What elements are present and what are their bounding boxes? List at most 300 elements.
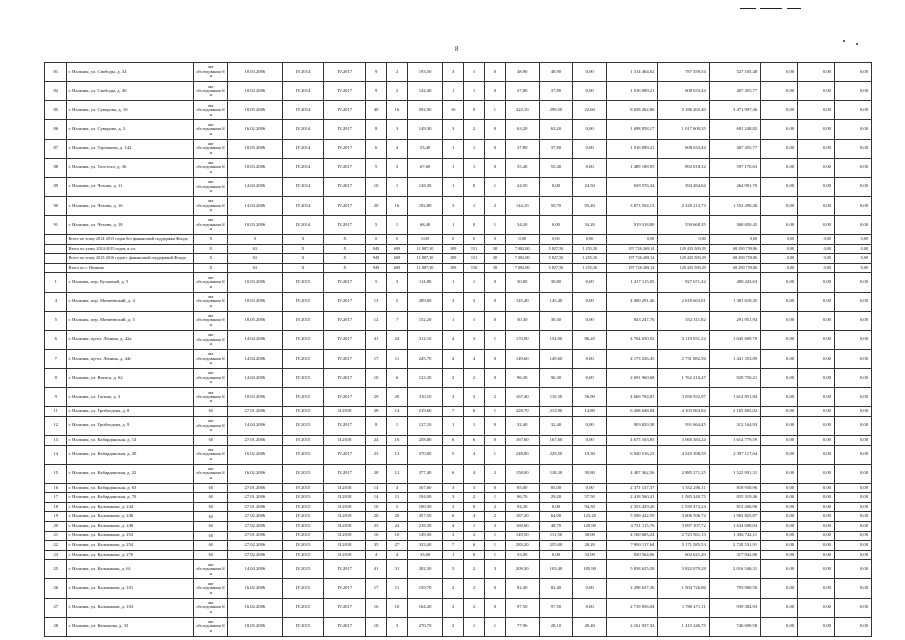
table-row (45, 493, 872, 503)
cell-relocation-area-municipal: 34,20 (573, 216, 607, 235)
cell-relocation-area-private: 50,70 (539, 196, 573, 215)
cell-apartments-private: 6 (464, 407, 485, 417)
cell-relocation-area: 63,20 (505, 120, 539, 139)
cell-relocation-area-municipal: 28,20 (573, 541, 607, 551)
cell-basis-document: X (194, 244, 228, 254)
cell-basis-document: 60 (194, 550, 228, 560)
cell-planned-end: II.2018 (324, 522, 366, 532)
cell-planned-end: IV.2017 (324, 101, 366, 120)
cell-cost-fund: 1 780 471,11 (658, 598, 709, 617)
cell-cost-regional: 2 165 605,02 (709, 407, 760, 417)
cell-cost-other: 0,00 (798, 560, 835, 579)
cell-cost-regional: 2 016 546,31 (709, 560, 760, 579)
cell-residents: 12 (366, 311, 387, 330)
cell-residents: 10 (366, 369, 387, 388)
cell-row-number: 27 (45, 598, 67, 617)
cell-residents: 5 (366, 216, 387, 235)
cell-cost-fund: 129 435 509,29 (658, 244, 709, 254)
cell-relocation-area: 32,40 (505, 416, 539, 435)
cell-relocation-area-municipal: 0,00 (573, 120, 607, 139)
cell-planned-start: IV.2015 (282, 598, 324, 617)
cell-apartments-municipal: 0 (484, 292, 505, 311)
cell-relocation-area: 149,50 (505, 531, 539, 541)
cell-residents: 24 (366, 435, 387, 445)
cell-basis-document: акт обследования б/н (194, 216, 228, 235)
cell-planned-end: IV.2017 (324, 120, 366, 139)
cell-relocation-area: 167,60 (505, 435, 539, 445)
cell-relocation-area-municipal: 0,00 (573, 416, 607, 435)
cell-residents-relocated: 10 (387, 598, 408, 617)
cell-planned-start: IV.2015 (282, 435, 324, 445)
cell-planned-end: IV.2017 (324, 311, 366, 330)
scan-dot (856, 43, 858, 45)
cell-cost-local: 0,00 (761, 416, 798, 435)
cell-apartments-municipal: 1 (484, 216, 505, 235)
cell-cost-extra: 0,00 (834, 158, 871, 177)
cell-address: г. Нальчик, ул. Чехова, д. 16 (67, 196, 194, 215)
cell-planned-end: IV.2017 (324, 216, 366, 235)
cell-cost-extra: 0,00 (834, 464, 871, 483)
cell-basis-date: 14.04.2006 (228, 560, 283, 579)
cell-cost-local: 0,00 (761, 101, 798, 120)
cell-cost-local: 0,00 (761, 216, 798, 235)
cell-basis-date: 18.05.2006 (228, 617, 283, 636)
cell-cost-fund: 1 762 210,47 (658, 369, 709, 388)
cell-relocation-area-private: 0,00 (539, 550, 573, 560)
cell-relocation-area-private: 37,80 (539, 82, 573, 101)
cell-address: Итого по этапу 2014-2015 годов, в т.ч. (67, 244, 194, 254)
cell-residents-relocated: 6 (387, 369, 408, 388)
cell-apartments-private: 9 (464, 101, 485, 120)
cell-cost-regional: 1 902 825,87 (709, 512, 760, 522)
cell-cost-other: 0,00 (798, 617, 835, 636)
cell-planned-end: X (324, 235, 366, 245)
cell-area-total: 167,60 (407, 483, 442, 493)
cell-address: г. Нальчик, ул. Свободы, д. 34 (67, 63, 194, 82)
cell-cost-other: 0,00 (798, 311, 835, 330)
cell-residents-relocated: 24 (387, 522, 408, 532)
cell-relocation-area-private: 5 827,50 (539, 254, 573, 264)
cell-cost-other: 0,00 (798, 158, 835, 177)
cell-residents: 28 (366, 464, 387, 483)
cell-cost-total: 4 407 362,56 (607, 464, 658, 483)
cell-basis-document: акт обследования б/н (194, 273, 228, 292)
cell-cost-extra: 0,00 (834, 120, 871, 139)
cell-planned-start: IV.2015 (282, 502, 324, 512)
cell-cost-extra: 0,00 (834, 579, 871, 598)
table-row (45, 158, 872, 177)
cell-residents: 14 (366, 483, 387, 493)
cell-basis-date: 63 (228, 263, 283, 273)
cell-apartments-private: 0 (464, 550, 485, 560)
cell-relocation-area-municipal: 0,00 (573, 63, 607, 82)
table-row (45, 177, 872, 196)
cell-cost-extra: 0,00 (834, 82, 871, 101)
cell-basis-document: акт обследования б/н (194, 560, 228, 579)
cell-cost-extra: 0,00 (834, 531, 871, 541)
cell-area-total: 310,10 (407, 388, 442, 407)
cell-area-total: 149,30 (407, 531, 442, 541)
table-row (45, 531, 872, 541)
cell-apartments-municipal: 0 (484, 435, 505, 445)
cell-residents: 9 (366, 82, 387, 101)
cell-cost-other: 0,00 (798, 101, 835, 120)
cell-relocation-area-municipal: 0,00 (573, 435, 607, 445)
cell-residents-relocated: 609 (387, 254, 408, 264)
cell-cost-regional: 1 553 290,40 (709, 196, 760, 215)
cell-apartments: 2 (443, 369, 464, 388)
scan-dot (843, 40, 845, 42)
cell-cost-local: 0,00 (761, 349, 798, 368)
cell-area-total: 127,10 (407, 416, 442, 435)
cell-planned-start: IV.2015 (282, 512, 324, 522)
cell-cost-fund: 927 671,42 (658, 273, 709, 292)
cell-relocation-area-municipal: 0,00 (573, 273, 607, 292)
cell-relocation-area-private: 0,00 (539, 177, 573, 196)
cell-address: г. Нальчик, ул. Калмыкова, д. 244 (67, 502, 194, 512)
cell-apartments-private: 2 (464, 369, 485, 388)
cell-cost-total: 5 509 422,59 (607, 512, 658, 522)
cell-relocation-area-private: 48,70 (539, 522, 573, 532)
cell-apartments: 7 (443, 407, 464, 417)
cell-cost-extra: 0,00 (834, 273, 871, 292)
cell-cost-regional: 0,00 (709, 235, 760, 245)
cell-address: г. Нальчик, ул. Кабардинская, д. 63 (67, 483, 194, 493)
cell-basis-date: 14.04.2006 (228, 330, 283, 349)
cell-row-number (45, 235, 67, 245)
cell-apartments-municipal: 1 (484, 407, 505, 417)
cell-relocation-area-municipal: 0,00 (573, 158, 607, 177)
table-row (45, 369, 872, 388)
cell-relocation-area: 167,40 (505, 388, 539, 407)
cell-basis-date: 16.02.2006 (228, 579, 283, 598)
table-row (45, 139, 872, 158)
cell-cost-other: 0,00 (798, 407, 835, 417)
cell-apartments: 1 (443, 139, 464, 158)
cell-cost-fund: 394 484,64 (658, 177, 709, 196)
cell-residents: 949 (366, 244, 387, 254)
cell-planned-end: IV.2017 (324, 464, 366, 483)
cell-apartments-private: 6 (464, 541, 485, 551)
cell-area-total: 245,70 (407, 349, 442, 368)
table-row (45, 579, 872, 598)
table-row (45, 435, 872, 445)
cell-relocation-area-municipal: 0,00 (573, 349, 607, 368)
cell-basis-date: 10.03.2006 (228, 158, 283, 177)
cell-planned-end: IV.2017 (324, 349, 366, 368)
cell-cost-fund: 2 723 561,13 (658, 531, 709, 541)
cell-residents-relocated: 3 (387, 120, 408, 139)
cell-basis-document: 60 (194, 483, 228, 493)
cell-residents: 949 (366, 263, 387, 273)
cell-address: г. Нальчик, ул. Калмыкова, д. 61 (67, 560, 194, 579)
cell-apartments: 1 (443, 311, 464, 330)
cell-apartments-municipal: 0 (484, 483, 505, 493)
cell-residents-relocated: 4 (387, 139, 408, 158)
cell-address: г. Нальчик, ул. Грибоедова, д. 8 (67, 407, 194, 417)
cell-planned-start: IV.2015 (282, 579, 324, 598)
cell-area-total: 357,50 (407, 512, 442, 522)
cell-basis-date: 14.04.2006 (228, 416, 283, 435)
cell-relocation-area: 33,00 (505, 550, 539, 560)
cell-apartments-private: 2 (464, 493, 485, 503)
cell-relocation-area: 145,40 (505, 292, 539, 311)
cell-relocation-area-private: 96,30 (539, 369, 573, 388)
cell-address: г. Нальчик, ул. Калмыкова, д. 254 (67, 541, 194, 551)
table-row (45, 550, 872, 560)
cell-relocation-area: 228,70 (505, 407, 539, 417)
cell-relocation-area: 94,30 (505, 502, 539, 512)
cell-cost-extra: 0,00 (834, 349, 871, 368)
cell-cost-fund: 3 822 079,28 (658, 560, 709, 579)
cell-basis-document: акт обследования б/н (194, 388, 228, 407)
cell-cost-local: 0,00 (761, 435, 798, 445)
cell-cost-local: 0,00 (761, 82, 798, 101)
cell-residents: 40 (366, 101, 387, 120)
cell-relocation-area: 209,30 (505, 560, 539, 579)
cell-cost-other: 0,00 (798, 254, 835, 264)
cell-relocation-area-private: 111,50 (539, 531, 573, 541)
cell-cost-extra: 0,00 (834, 522, 871, 532)
cell-relocation-area-municipal: 123,20 (573, 512, 607, 522)
cell-basis-document: 60 (194, 512, 228, 522)
cell-residents: 10 (366, 502, 387, 512)
cell-row-number: 90 (45, 196, 67, 215)
cell-cost-total: 1 489 188,95 (607, 158, 658, 177)
cell-area-total: 67,60 (407, 158, 442, 177)
cell-planned-end: IV.2017 (324, 196, 366, 215)
cell-apartments-municipal: 0 (484, 235, 505, 245)
cell-row-number: 88 (45, 158, 67, 177)
cell-relocation-area-private: 255,00 (539, 541, 573, 551)
cell-cost-extra: 0,00 (834, 330, 871, 349)
cell-residents-relocated: 4 (387, 550, 408, 560)
cell-area-total: 312,10 (407, 330, 442, 349)
cell-apartments: 2 (443, 617, 464, 636)
cell-address: г. Нальчик, ул. Калмыкова, д. 101 (67, 579, 194, 598)
cell-relocation-area-municipal: 0,00 (573, 235, 607, 245)
cell-relocation-area-private: 85,00 (539, 483, 573, 493)
cell-cost-total: 4 669 784,81 (607, 388, 658, 407)
cell-relocation-area-municipal: 0,00 (573, 369, 607, 388)
cell-cost-regional: 291 951,94 (709, 311, 760, 330)
cell-apartments-private: 1 (464, 273, 485, 292)
cell-address: г. Нальчик, ул. Кабардинская, д. 14 (67, 435, 194, 445)
cell-basis-document: акт обследования б/н (194, 139, 228, 158)
cell-cost-total: 843 247,76 (607, 311, 658, 330)
cell-relocation-area: 37,80 (505, 82, 539, 101)
cell-planned-end: X (324, 254, 366, 264)
cell-basis-date: 18.05.2006 (228, 101, 283, 120)
cell-cost-regional: 407 455,77 (709, 139, 760, 158)
cell-area-total: 53,40 (407, 139, 442, 158)
cell-planned-end: IV.2017 (324, 139, 366, 158)
cell-apartments: 3 (443, 292, 464, 311)
table-row (45, 445, 872, 464)
cell-row-number: 23 (45, 550, 67, 560)
cell-residents: 20 (366, 512, 387, 522)
cell-address: Всего по этапу 2015-2016 годов с финансовой поддержкой Фонда (67, 254, 194, 264)
cell-cost-fund: 1 539 472,24 (658, 502, 709, 512)
cell-cost-total: 0,00 (607, 235, 658, 245)
cell-residents-relocated: 13 (387, 445, 408, 464)
cell-relocation-area-municipal: 14,80 (573, 407, 607, 417)
cell-cost-local: 0,00 (761, 445, 798, 464)
cell-planned-start: IV.2014 (282, 196, 324, 215)
cell-basis-document: X (194, 235, 228, 245)
cell-cost-total: 2 161 937,33 (607, 617, 658, 636)
cell-cost-fund: 787 359,54 (658, 63, 709, 82)
cell-apartments: 6 (443, 512, 464, 522)
cell-apartments-municipal: 1 (484, 550, 505, 560)
cell-apartments: 5 (443, 445, 464, 464)
cell-residents-relocated: 16 (387, 435, 408, 445)
cell-residents-relocated: 3 (387, 273, 408, 292)
cell-planned-start: IV.2015 (282, 550, 324, 560)
cell-cost-fund: 1 415 246,75 (658, 617, 709, 636)
cell-cost-total: 2 719 856,04 (607, 598, 658, 617)
cell-relocation-area-municipal: 24,50 (573, 177, 607, 196)
cell-relocation-area: 7 082,80 (505, 244, 539, 254)
cell-relocation-area-municipal: 0,00 (573, 483, 607, 493)
cell-planned-end: II.2018 (324, 407, 366, 417)
cell-area-total: 182,80 (407, 196, 442, 215)
cell-apartments-private: 0 (464, 177, 485, 196)
cell-cost-regional: 939 384,93 (709, 598, 760, 617)
cell-row-number: 26 (45, 579, 67, 598)
cell-relocation-area: 7 082,80 (505, 254, 539, 264)
cell-basis-document: 60 (194, 502, 228, 512)
cell-row-number: 81 (45, 63, 67, 82)
cell-cost-fund: 4 543 398,59 (658, 445, 709, 464)
cell-cost-fund: 1 017 609,35 (658, 120, 709, 139)
cell-residents-relocated: 16 (387, 101, 408, 120)
cell-apartments-municipal: 38 (484, 244, 505, 254)
cell-relocation-area-private: 118,20 (539, 464, 573, 483)
cell-planned-end: IV.2017 (324, 63, 366, 82)
cell-cost-other: 0,00 (798, 349, 835, 368)
cell-planned-start: IV.2015 (282, 273, 324, 292)
cell-cost-total: 2 418 560,21 (607, 493, 658, 503)
cell-residents: 29 (366, 388, 387, 407)
cell-cost-local: 0,00 (761, 493, 798, 503)
cell-planned-end: IV.2017 (324, 560, 366, 579)
cell-residents-relocated: 16 (387, 196, 408, 215)
cell-address: г. Нальчик, ул. Гагина, д. 3 (67, 388, 194, 407)
cell-cost-extra: 0,00 (834, 407, 871, 417)
cell-planned-start: IV.2014 (282, 120, 324, 139)
cell-cost-fund: 3 097 107,72 (658, 522, 709, 532)
registry-table-sheet (44, 62, 872, 636)
cell-cost-extra: 0,00 (834, 196, 871, 215)
cell-apartments-municipal: 38 (484, 263, 505, 273)
cell-cost-fund: 2 731 882,56 (658, 349, 709, 368)
cell-apartments: 2 (443, 579, 464, 598)
cell-apartments-municipal: 0 (484, 349, 505, 368)
cell-row-number: 28 (45, 617, 67, 636)
cell-cost-local: 0,00 (761, 235, 798, 245)
cell-residents: 16 (366, 531, 387, 541)
cell-apartments-private: 2 (464, 598, 485, 617)
cell-cost-local: 0,00 (761, 550, 798, 560)
cell-relocation-area-private: 37,80 (539, 139, 573, 158)
cell-apartments: 2 (443, 502, 464, 512)
housing-registry-table (44, 62, 872, 637)
cell-residents: 35 (366, 541, 387, 551)
cell-apartments: 1 (443, 550, 464, 560)
cell-cost-total: 6 268 648,84 (607, 407, 658, 417)
cell-planned-end: II.2018 (324, 512, 366, 522)
cell-relocation-area: 7 082,80 (505, 263, 539, 273)
cell-address: г. Нальчик, ул. Кабардинская, д. 20 (67, 445, 194, 464)
cell-cost-regional: 264 091,70 (709, 177, 760, 196)
cell-basis-date: 27.02.2006 (228, 522, 283, 532)
cell-cost-local: 0,00 (761, 254, 798, 264)
cell-relocation-area-private: 29,20 (539, 493, 573, 503)
cell-relocation-area-municipal: 120,90 (573, 522, 607, 532)
cell-relocation-area-private: 30,80 (539, 273, 573, 292)
cell-relocation-area-municipal: 105,90 (573, 560, 607, 579)
cell-row-number: 87 (45, 139, 67, 158)
summary-row (45, 254, 872, 264)
cell-apartments-municipal: 0 (484, 82, 505, 101)
cell-cost-fund: 1 552 206,11 (658, 483, 709, 493)
cell-cost-regional: 1 441 353,89 (709, 349, 760, 368)
cell-planned-start: IV.2014 (282, 82, 324, 101)
cell-cost-local: 0,00 (761, 388, 798, 407)
cell-cost-other: 0,00 (798, 550, 835, 560)
cell-cost-fund: 892 018,32 (658, 158, 709, 177)
cell-cost-fund: 608 633,44 (658, 139, 709, 158)
cell-planned-end: IV.2017 (324, 598, 366, 617)
cell-apartments-private: 2 (464, 560, 485, 579)
cell-planned-end: IV.2017 (324, 273, 366, 292)
cell-basis-document: акт обследования б/н (194, 445, 228, 464)
cell-cost-extra: 0,00 (834, 560, 871, 579)
cell-cost-extra: 0,00 (834, 216, 871, 235)
table-row (45, 512, 872, 522)
cell-apartments-municipal: 0 (484, 369, 505, 388)
cell-planned-start: X (282, 254, 324, 264)
cell-cost-total: 920 564,06 (607, 550, 658, 560)
cell-relocation-area-municipal: 33,00 (573, 550, 607, 560)
cell-apartments-municipal: 2 (484, 388, 505, 407)
cell-cost-fund: 129 435 509,29 (658, 254, 709, 264)
cell-relocation-area-municipal: 19,30 (573, 445, 607, 464)
cell-planned-end: II.2018 (324, 502, 366, 512)
table-row (45, 311, 872, 330)
cell-residents-relocated: 12 (387, 464, 408, 483)
cell-cost-other: 0,00 (798, 435, 835, 445)
cell-relocation-area-municipal: 1 255,30 (573, 244, 607, 254)
cell-cost-other: 0,00 (798, 416, 835, 435)
cell-planned-start: IV.2015 (282, 445, 324, 464)
cell-residents: 8 (366, 416, 387, 435)
cell-basis-date: 63 (228, 244, 283, 254)
cell-relocation-area-municipal: 93,40 (573, 196, 607, 215)
cell-planned-end: IV.2017 (324, 330, 366, 349)
cell-apartments-private: 1 (464, 158, 485, 177)
cell-basis-date: 16.02.2006 (228, 464, 283, 483)
cell-residents: 13 (366, 292, 387, 311)
cell-planned-end: II.2018 (324, 483, 366, 493)
cell-cost-local: 0,00 (761, 407, 798, 417)
cell-basis-date: 27.02.2006 (228, 550, 283, 560)
cell-cost-regional: 317 942,86 (709, 550, 760, 560)
cell-cost-local: 0,00 (761, 273, 798, 292)
cell-area-total: 33,00 (407, 550, 442, 560)
cell-cost-regional: 1 614 779,59 (709, 435, 760, 445)
